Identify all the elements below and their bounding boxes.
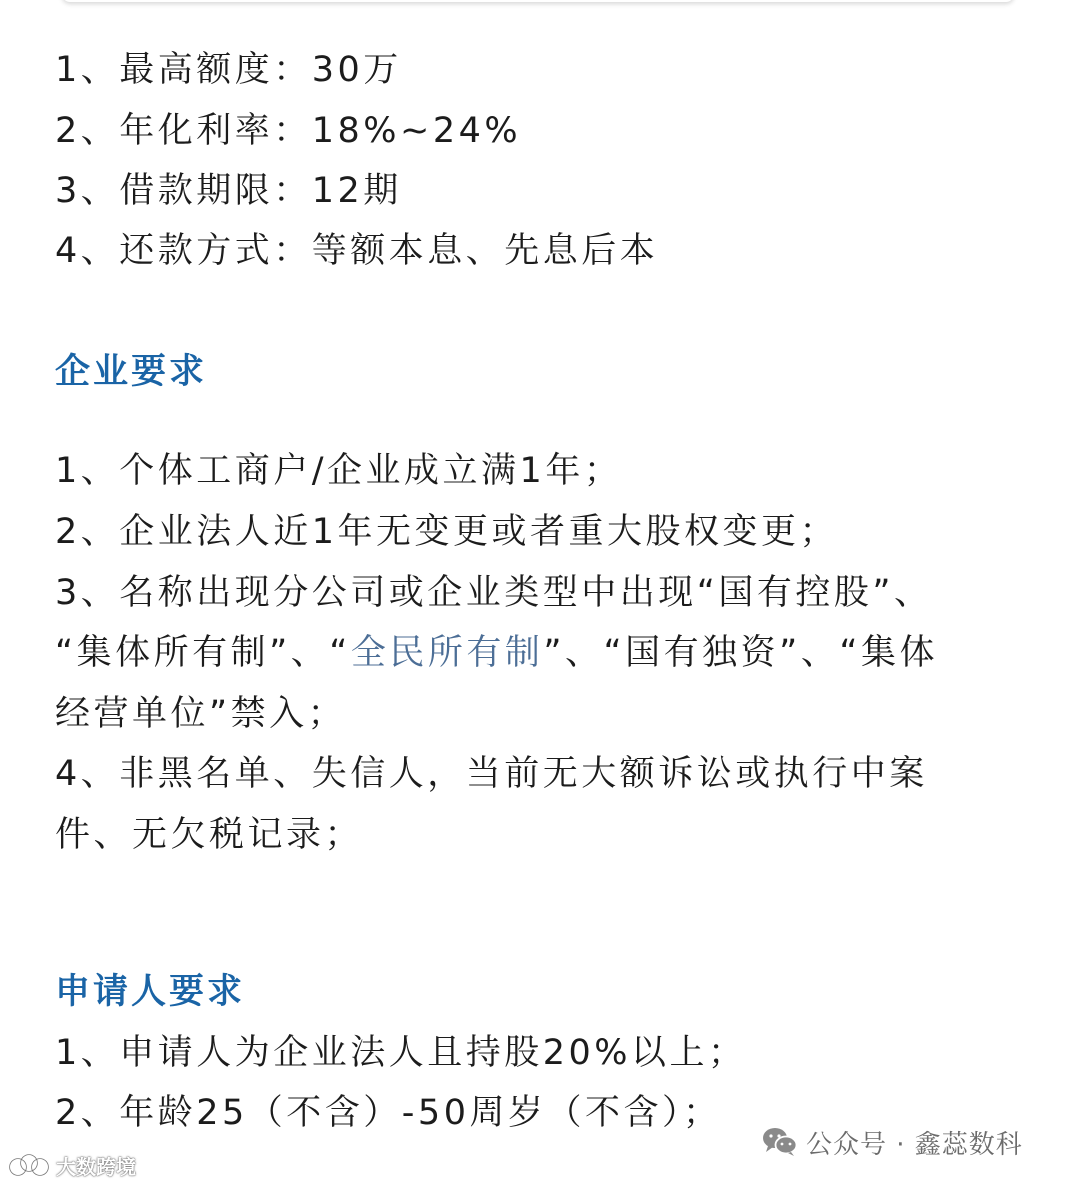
loan-term-max-amount: 1、最高额度：30万 bbox=[55, 50, 402, 90]
top-card-edge bbox=[62, 0, 1014, 2]
wechat-account-name: 公众号 · 鑫蕊数科 bbox=[806, 1129, 1023, 1160]
enterprise-item-4-line-2: 件、无欠税记录； bbox=[55, 815, 364, 855]
applicant-item-2: 2、年龄25（不含）-50周岁（不含）； bbox=[55, 1093, 722, 1133]
dashu-watermark-text: 大数跨境 bbox=[56, 1154, 136, 1179]
applicant-item-1: 1、申请人为企业法人且持股20%以上； bbox=[55, 1033, 747, 1073]
enterprise-item-3-line-1: 3、名称出现分公司或企业类型中出现“国有控股”、 bbox=[55, 573, 933, 613]
loan-term-period: 3、借款期限：12期 bbox=[55, 171, 402, 211]
enterprise-item-3-text-b: ”、“国有独资”、“集体 bbox=[543, 633, 938, 673]
enterprise-item-1: 1、个体工商户/企业成立满1年； bbox=[55, 451, 623, 491]
enterprise-requirements-heading: 企业要求 bbox=[55, 352, 208, 392]
wechat-icon bbox=[760, 1125, 800, 1159]
enterprise-item-2: 2、企业法人近1年无变更或者重大股权变更； bbox=[55, 512, 839, 552]
enterprise-item-3-line-2 bbox=[55, 633, 938, 673]
enterprise-item-4-line-1: 4、非黑名单、失信人，当前无大额诉讼或执行中案 bbox=[55, 754, 928, 794]
dashu-logo-icon bbox=[8, 1151, 50, 1179]
loan-term-interest-rate: 2、年化利率：18%~24% bbox=[55, 111, 522, 151]
enterprise-item-3-line-3: 经营单位”禁入； bbox=[55, 694, 347, 734]
full-ownership-link[interactable]: 全民所有制 bbox=[350, 633, 544, 673]
loan-term-repayment: 4、还款方式：等额本息、先息后本 bbox=[55, 231, 659, 271]
wechat-official-account-watermark bbox=[760, 1123, 1023, 1161]
applicant-requirements-heading: 申请人要求 bbox=[55, 972, 246, 1012]
enterprise-item-3-text-a: “集体所有制”、“ bbox=[55, 633, 351, 673]
dashu-watermark bbox=[8, 1151, 136, 1179]
